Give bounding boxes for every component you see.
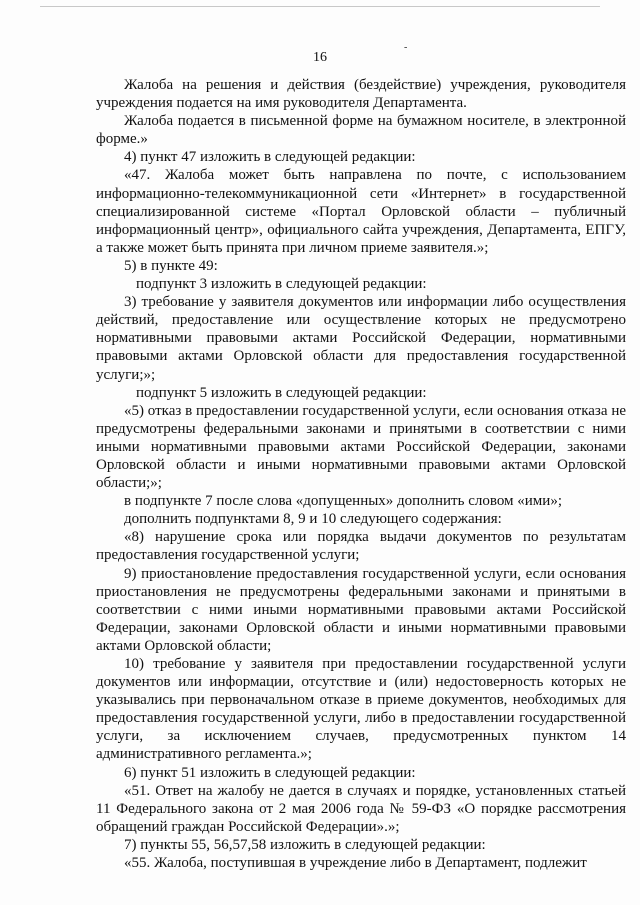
paragraph-15: 6) пункт 51 изложить в следующей редакции: — [124, 764, 416, 781]
scan-top-edge — [40, 6, 600, 7]
paragraph-8: подпункт 5 изложить в следующей редакции: — [136, 384, 427, 401]
paragraph-9: «5) отказ в предоставлении государственной услуги, если основания отказа не предусмотрены федеральными законами и принятыми в соответствии с ними иными нормативными правовыми актами Российской Федерации, законами Орловской области и иными нормативными правовыми актами Орловской области;»; — [96, 402, 626, 492]
paragraph-13: 9) приостановление предоставления государственной услуги, если основания приостановления не предусмотрены федеральными законами и принятыми в соответствии с ними иными нормативными правовыми актами Российской Федерации, законами Орловской области и иными нормативными правовыми актами Орловской области; — [96, 565, 626, 654]
paragraph-5: 5) в пункте 49: — [124, 257, 218, 274]
paragraph-1: Жалоба на решения и действия (бездействие) учреждения, руководителя учреждения подается на имя руководителя Департамента. — [96, 77, 626, 112]
paragraph-7: 3) требование у заявителя документов или информации либо осуществления действий, предоставление или осуществление которых не предусмотрено нормативными правовыми актами Российской Федерации, нормативными правовыми актами Орловской области для предоставления государственной услуги;»; — [96, 294, 626, 383]
paragraph-4: «47. Жалоба может быть направлена по почте, с использованием информационно-телекоммуникационной сети «Интернет» в государственной специализированной системе «Портал Орловской области – публичный информационный центр», официального сайта учреждения, Департамента, ЕПГУ, а также может быть принята при личном приеме заявителя.»; — [96, 167, 626, 256]
paragraph-12: «8) нарушение срока или порядка выдачи документов по результатам предоставления государственной услуги; — [96, 529, 626, 564]
paragraph-2: Жалоба подается в письменной форме на бумажном носителе, в электронной форме.» — [96, 113, 626, 148]
paragraph-14: 10) требование у заявителя при предоставлении государственной услуги документов или информации, отсутствие и (или) недостоверность которых не указывались при первоначальном отказе в приеме документов, необходимых для предоставления государственной услуги, либо в предоставлении государственной услуги, за исключением случаев, предусмотренных пунктом 14 административного регламента.»; — [96, 656, 626, 763]
scan-speck: - — [404, 42, 408, 53]
paragraph-11: дополнить подпунктами 8, 9 и 10 следующего содержания: — [124, 511, 502, 528]
paragraph-16: «51. Ответ на жалобу не дается в случаях и порядке, установленных статьей 11 Федерального закона от 2 мая 2006 года № 59-ФЗ «О порядке рассмотрения обращений граждан Российской Федерации».»; — [96, 782, 626, 835]
paragraph-18: «55. Жалоба, поступившая в учреждение либо в Департамент, подлежит — [124, 855, 587, 872]
page-number: 16 — [313, 50, 327, 65]
paragraph-10: в подпункте 7 после слова «допущенных» дополнить словом «ими»; — [124, 493, 562, 510]
paragraph-6: подпункт 3 изложить в следующей редакции: — [136, 276, 427, 293]
paragraph-17: 7) пункты 55, 56,57,58 изложить в следующей редакции: — [124, 836, 486, 853]
document-body — [96, 76, 626, 872]
paragraph-3: 4) пункт 47 изложить в следующей редакции: — [124, 149, 416, 166]
